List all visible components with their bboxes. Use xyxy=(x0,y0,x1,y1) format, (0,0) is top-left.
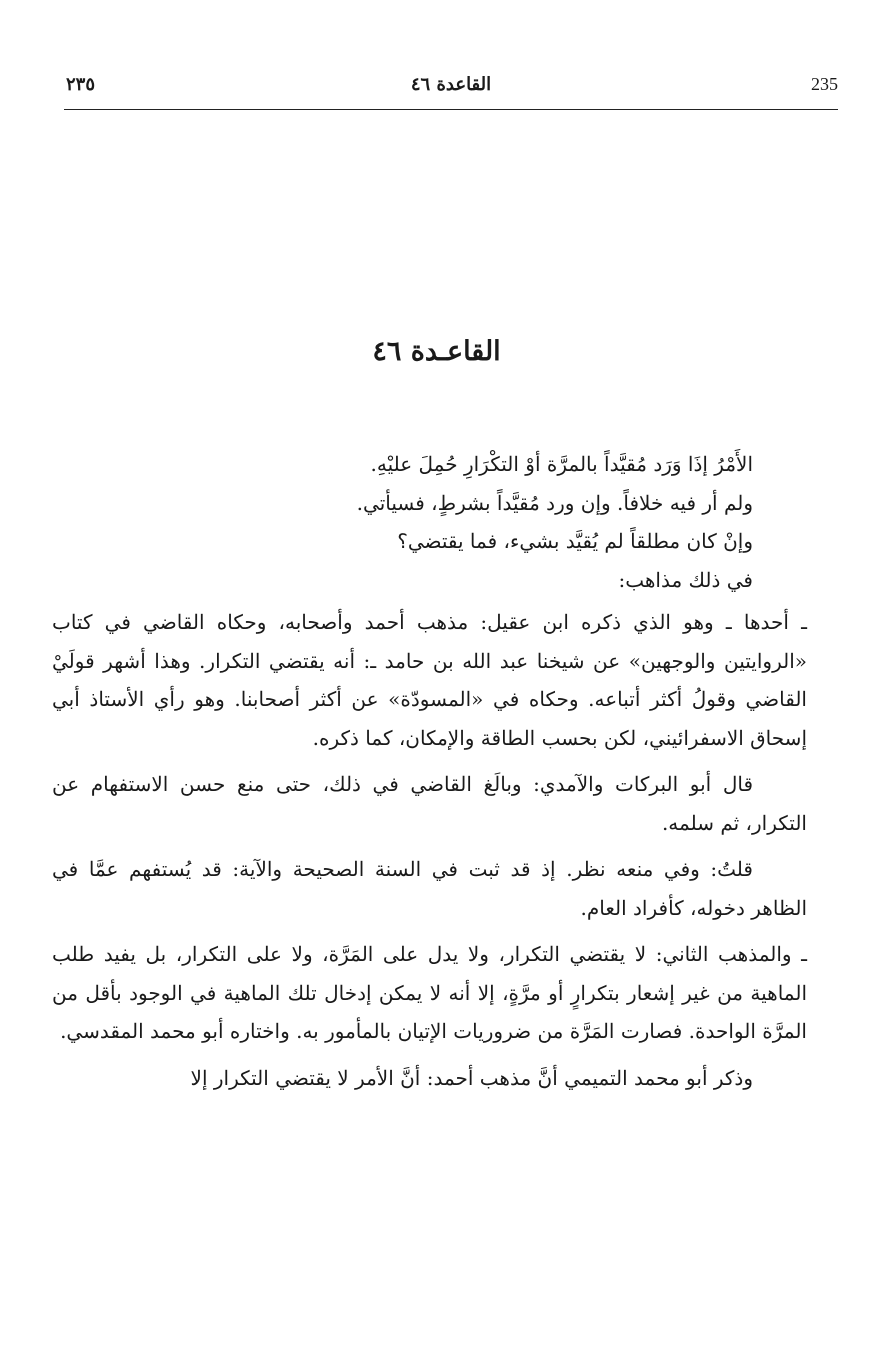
page-number-latin: 235 xyxy=(811,74,838,94)
page-number-arabic: ٢٣٥ xyxy=(66,74,96,95)
paragraph-tamimi: وذكر أبو محمد التميمي أنَّ مذهب أحمد: أنَّ الأمر لا يقتضي التكرار إلا xyxy=(190,1065,753,1090)
body-text xyxy=(52,445,807,1097)
paragraph-second-school: ـ والمذهب الثاني: لا يقتضي التكرار، ولا يدل على المَرَّة، ولا على التكرار، بل يفيد طلب الماهية من غير إشعار بتكرارٍ أو مرَّةٍ، إلا أنه لا يمكن إدخال تلك الماهية في الوجود بأقل من المرَّة الواحدة. فصارت المَرَّة من ضروريات الإتيان بالمأمور به. واختاره أبو محمد المقدسي. xyxy=(52,942,808,1043)
paragraph-no-dispute: ولم أر فيه خلافاً. وإن ورد مُقيَّداً بشرطٍ، فسيأتي. xyxy=(356,490,753,515)
header-rule xyxy=(64,109,838,110)
paragraph-rule-statement: الأَمْرُ إذَا وَرَد مُقيَّداً بالمرَّة أوْ التكْرَارِ حُمِلَ عليْهِ. xyxy=(370,452,753,476)
paragraph-unrestricted-question: وإنْ كان مطلقاً لم يُقيَّد بشيء، فما يقتضي؟ xyxy=(397,529,753,553)
paragraph-first-school: ـ أحدها ـ وهو الذي ذكره ابن عقيل: مذهب أحمد وأصحابه، وحكاه القاضي في كتاب «الروايتين والوجهين» عن شيخنا عبد الله بن حامد ـ: أنه يقتضي التكرار. وهذا أشهر قولَيْ القاضي وقولُ أكثر أتباعه. وحكاه في «المسودّة» عن أكثر أصحابنا. وهو رأي الأستاذ أبي إسحاق الاسفرائيني، لكن بحسب الطاقة والإمكان، كما ذكره. xyxy=(52,610,807,750)
paragraph-abu-barakat: قال أبو البركات والآمدي: وبالَغ القاضي في ذلك، حتى منع حسن الاستفهام عن التكرار، ثم سلمه. xyxy=(52,772,807,835)
paragraph-author-note: قلتُ: وفي منعه نظر. إذ قد ثبت في السنة الصحيحة والآية: قد يُستفهم عمَّا في الظاهر دخوله، كأفراد العام. xyxy=(52,857,807,920)
running-header xyxy=(64,74,838,104)
running-header-title: القاعدة ٤٦ xyxy=(410,74,492,95)
paragraph-schools-intro: في ذلك مذاهب: xyxy=(618,567,753,592)
chapter-title: القاعـدة ٤٦ xyxy=(372,336,501,367)
